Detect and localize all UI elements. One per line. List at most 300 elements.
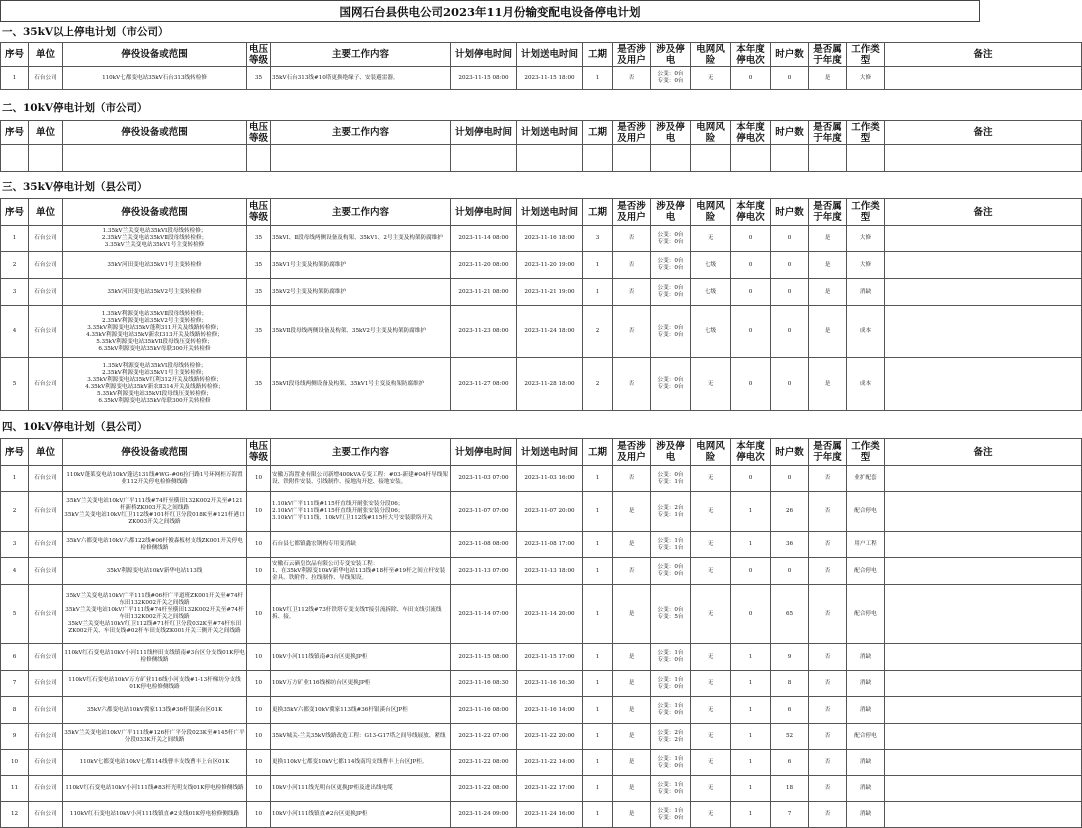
table-cell: [847, 145, 885, 172]
cell-remark: [885, 67, 1082, 90]
table-cell: [247, 145, 271, 172]
cell-grid-risk: 七级: [691, 252, 731, 279]
table-cell: [583, 145, 613, 172]
cell-outage-start: 2023-11-14 07:00: [451, 585, 517, 644]
table-row: [1, 226, 1082, 252]
cell-outage-start: 2023-11-23 08:00: [451, 306, 517, 358]
cell-remark: [885, 697, 1082, 724]
column-header-work: 主要工作内容: [271, 43, 451, 67]
cell-annual-plan: 是: [809, 67, 847, 90]
column-header-equipment: 停役设备或范围: [63, 439, 247, 466]
cell-voltage: 35: [247, 306, 271, 358]
cell-work-type: 消缺: [847, 750, 885, 776]
cell-unit: 石台公司: [29, 279, 63, 306]
cell-duration: 1: [583, 724, 613, 750]
column-header-affected: 涉及停电: [651, 199, 691, 226]
cell-annual-plan: 是: [809, 226, 847, 252]
cell-remark: [885, 585, 1082, 644]
cell-affected: 公变：1台 专变：0台: [651, 750, 691, 776]
cell-remark: [885, 466, 1082, 492]
cell-affected: 公变：0台 专变：0台: [651, 226, 691, 252]
cell-unit: 石台公司: [29, 750, 63, 776]
cell-user-hours: 6: [771, 750, 809, 776]
column-header-user-hours: 时户数: [771, 43, 809, 67]
cell-restore-time: 2023-11-14 20:00: [517, 585, 583, 644]
column-header-voltage: 电压等级: [247, 199, 271, 226]
cell-affected: 公变：2台 专变：2台: [651, 724, 691, 750]
cell-seq: 4: [1, 558, 29, 585]
cell-seq: 7: [1, 671, 29, 697]
column-header-annual-plan: 是否属于年度: [809, 199, 847, 226]
cell-grid-risk: 无: [691, 466, 731, 492]
cell-grid-risk: 无: [691, 532, 731, 558]
column-header-grid-risk: 电网风险: [691, 199, 731, 226]
cell-work-type: 用户工程: [847, 532, 885, 558]
cell-grid-risk: 无: [691, 724, 731, 750]
cell-grid-risk: 无: [691, 585, 731, 644]
table-cell: [29, 145, 63, 172]
cell-work-type: 消缺: [847, 776, 885, 802]
cell-restore-time: 2023-11-03 16:00: [517, 466, 583, 492]
column-header-unit: 单位: [29, 199, 63, 226]
cell-involves-users: 是: [613, 724, 651, 750]
cell-equipment: 35kV河田变电站35kV1号主变转检修: [63, 252, 247, 279]
cell-involves-users: 是: [613, 585, 651, 644]
cell-affected: 公变：0台 专变：0台: [651, 306, 691, 358]
cell-voltage: 35: [247, 279, 271, 306]
cell-affected: 公变：0台 专变：0台: [651, 279, 691, 306]
column-header-restore-time: 计划送电时间: [517, 43, 583, 67]
cell-user-hours: 18: [771, 776, 809, 802]
cell-voltage: 10: [247, 644, 271, 671]
cell-restore-time: 2023-11-22 20:00: [517, 724, 583, 750]
cell-work-type: 配合停电: [847, 724, 885, 750]
cell-remark: [885, 279, 1082, 306]
cell-involves-users: 否: [613, 466, 651, 492]
column-header-grid-risk: 电网风险: [691, 121, 731, 145]
cell-outage-start: 2023-11-27 08:00: [451, 358, 517, 411]
cell-unit: 石台公司: [29, 532, 63, 558]
table-row: [1, 532, 1082, 558]
cell-seq: 2: [1, 252, 29, 279]
cell-seq: 8: [1, 697, 29, 724]
table-row: [1, 466, 1082, 492]
cell-outage-start: 2023-11-16 08:30: [451, 671, 517, 697]
column-header-work: 主要工作内容: [271, 439, 451, 466]
cell-user-hours: 8: [771, 671, 809, 697]
cell-user-hours: 0: [771, 226, 809, 252]
cell-work-type: 业扩配套: [847, 466, 885, 492]
cell-voltage: 10: [247, 492, 271, 532]
section-title-3: 三、35kV停电计划（县公司）: [2, 181, 148, 193]
column-header-involves-users: 是否涉及用户: [613, 439, 651, 466]
cell-annual-plan: 否: [809, 697, 847, 724]
table-row: [1, 802, 1082, 828]
table-row: [1, 145, 1082, 172]
cell-restore-time: 2023-11-07 20:00: [517, 492, 583, 532]
cell-duration: 2: [583, 358, 613, 411]
cell-user-hours: 0: [771, 558, 809, 585]
column-header-outage-start: 计划停电时间: [451, 43, 517, 67]
cell-remark: [885, 532, 1082, 558]
cell-seq: 3: [1, 279, 29, 306]
cell-user-hours: 52: [771, 724, 809, 750]
cell-annual-plan: 否: [809, 724, 847, 750]
column-header-unit: 单位: [29, 43, 63, 67]
cell-grid-risk: 无: [691, 492, 731, 532]
column-header-involves-users: 是否涉及用户: [613, 199, 651, 226]
cell-voltage: 10: [247, 802, 271, 828]
cell-involves-users: 是: [613, 492, 651, 532]
table-row: [1, 358, 1082, 411]
column-header-remark: 备注: [885, 121, 1082, 145]
column-header-duration: 工期: [583, 199, 613, 226]
cell-duration: 1: [583, 466, 613, 492]
table-section-3: [0, 198, 1082, 411]
section-title-4: 四、10kV停电计划（县公司）: [2, 421, 148, 433]
cell-voltage: 10: [247, 671, 271, 697]
table-row: [1, 306, 1082, 358]
cell-seq: 5: [1, 585, 29, 644]
cell-work: 安徽石云硒皇饮品有限公司专变安装工程： 1、在35kV利源变10kV新华电站113线#18杆至#19杆之间立杆安装金具、铁附件、拉线制作、导线架设。: [271, 558, 451, 585]
cell-affected: 公变：1台 专变：0台: [651, 776, 691, 802]
cell-outage-start: 2023-11-14 08:00: [451, 226, 517, 252]
cell-remark: [885, 492, 1082, 532]
cell-duration: 1: [583, 558, 613, 585]
cell-outage-start: 2023-11-24 09:00: [451, 802, 517, 828]
cell-annual-count: 1: [731, 750, 771, 776]
cell-equipment: 1.35kV利源变电站35kVⅠ段母线转检修； 2.35kV利源变电站35kV1号主变转检修； 3.35kV利源变电站35kV红利312开关及线路转检修； 4.35kV利源变电站35kV新农Ⅱ314开关及线路转检修； 5.35kV利源变电站35kVⅠ段母线压变转检修； 6.35kV利源变电站35kV母联300开关转检修: [63, 358, 247, 411]
cell-user-hours: 7: [771, 802, 809, 828]
cell-work-type: 大修: [847, 226, 885, 252]
cell-unit: 石台公司: [29, 358, 63, 411]
cell-annual-count: 0: [731, 585, 771, 644]
cell-work: 35kV1号主变及构架防腐维护: [271, 252, 451, 279]
cell-equipment: 110kV七都变电站35kV石台313线转检修: [63, 67, 247, 90]
column-header-grid-risk: 电网风险: [691, 439, 731, 466]
cell-work: 10kV小河111线镇直#2台区更换JP柜: [271, 802, 451, 828]
cell-duration: 1: [583, 776, 613, 802]
page-title: 国网石台县供电公司2023年11月份输变配电设备停电计划: [0, 0, 980, 22]
cell-annual-count: 0: [731, 67, 771, 90]
table-cell: [1, 145, 29, 172]
cell-remark: [885, 802, 1082, 828]
cell-annual-count: 1: [731, 492, 771, 532]
column-header-restore-time: 计划送电时间: [517, 121, 583, 145]
column-header-affected: 涉及停电: [651, 439, 691, 466]
table-row: [1, 750, 1082, 776]
cell-grid-risk: 无: [691, 776, 731, 802]
cell-outage-start: 2023-11-22 07:00: [451, 724, 517, 750]
cell-involves-users: 是: [613, 802, 651, 828]
cell-seq: 5: [1, 358, 29, 411]
cell-user-hours: 0: [771, 306, 809, 358]
cell-voltage: 10: [247, 532, 271, 558]
column-header-duration: 工期: [583, 439, 613, 466]
column-header-annual-count: 本年度停电次: [731, 439, 771, 466]
cell-involves-users: 否: [613, 67, 651, 90]
cell-involves-users: 是: [613, 532, 651, 558]
cell-user-hours: 0: [771, 466, 809, 492]
cell-annual-plan: 是: [809, 279, 847, 306]
table-cell: [885, 145, 1082, 172]
table-cell: [63, 145, 247, 172]
cell-affected: 公变：0台 专变：0台: [651, 67, 691, 90]
cell-work: 35kVⅠ段母线两侧设备及构架、35kV1号主变及构架防腐维护: [271, 358, 451, 411]
section-title-1: 一、35kV以上停电计划（市公司）: [2, 26, 169, 38]
column-header-annual-count: 本年度停电次: [731, 121, 771, 145]
cell-work: 35kVⅠ、Ⅱ段母线两侧设备及构架、35kV1、2号主变及构架防腐维护: [271, 226, 451, 252]
column-header-voltage: 电压等级: [247, 439, 271, 466]
cell-user-hours: 0: [771, 252, 809, 279]
column-header-annual-plan: 是否属于年度: [809, 43, 847, 67]
cell-unit: 石台公司: [29, 724, 63, 750]
cell-work-type: 消缺: [847, 279, 885, 306]
column-header-work: 主要工作内容: [271, 121, 451, 145]
cell-work: 石台县七都镇鑫宏钢构专用变消缺: [271, 532, 451, 558]
column-header-grid-risk: 电网风险: [691, 43, 731, 67]
cell-restore-time: 2023-11-28 18:00: [517, 358, 583, 411]
cell-remark: [885, 252, 1082, 279]
cell-affected: 公变：1台 专变：0台: [651, 671, 691, 697]
cell-work: 更换110kV七都变10kV七都114线南坞支线曹丰上台区JP柜。: [271, 750, 451, 776]
cell-user-hours: 26: [771, 492, 809, 532]
cell-involves-users: 否: [613, 279, 651, 306]
cell-work-type: 消缺: [847, 802, 885, 828]
column-header-seq: 序号: [1, 439, 29, 466]
cell-user-hours: 0: [771, 279, 809, 306]
cell-seq: 1: [1, 466, 29, 492]
cell-grid-risk: 七级: [691, 306, 731, 358]
cell-voltage: 10: [247, 697, 271, 724]
cell-involves-users: 否: [613, 226, 651, 252]
cell-work: 更换35kV六都变10kV冀家113线#36杆银溪台区JP柜: [271, 697, 451, 724]
cell-annual-plan: 否: [809, 802, 847, 828]
cell-outage-start: 2023-11-22 08:00: [451, 750, 517, 776]
cell-duration: 1: [583, 750, 613, 776]
cell-work: 10kV万方矿业116线梯坊台区更换JP柜: [271, 671, 451, 697]
column-header-user-hours: 时户数: [771, 199, 809, 226]
cell-work: 35kVⅡ段母线两侧设备及构架、35kV2号主变及构架防腐维护: [271, 306, 451, 358]
cell-seq: 12: [1, 802, 29, 828]
cell-user-hours: 65: [771, 585, 809, 644]
cell-work: 35kV城关-兰关35kV线路改造工程：G13-G17塔之间导线展放、紧线: [271, 724, 451, 750]
cell-outage-start: 2023-11-21 08:00: [451, 279, 517, 306]
cell-seq: 9: [1, 724, 29, 750]
cell-user-hours: 9: [771, 644, 809, 671]
cell-equipment: 110kV红石变电站10kV万方矿业116线小河支线#1-13杆梯坊分支线01K停电检修侧线路: [63, 671, 247, 697]
column-header-work-type: 工作类型: [847, 439, 885, 466]
column-header-outage-start: 计划停电时间: [451, 439, 517, 466]
column-header-work-type: 工作类型: [847, 121, 885, 145]
cell-equipment: 35kV六都变电站10kV冀家113线#36杆银溪台区01K: [63, 697, 247, 724]
cell-annual-plan: 是: [809, 358, 847, 411]
cell-remark: [885, 644, 1082, 671]
cell-annual-count: 0: [731, 306, 771, 358]
cell-voltage: 10: [247, 724, 271, 750]
table-cell: [451, 145, 517, 172]
cell-involves-users: 否: [613, 306, 651, 358]
cell-annual-plan: 否: [809, 466, 847, 492]
cell-grid-risk: 无: [691, 226, 731, 252]
cell-affected: 公变：1台 专变：1台: [651, 532, 691, 558]
cell-annual-count: 1: [731, 724, 771, 750]
cell-duration: 1: [583, 585, 613, 644]
table-row: [1, 697, 1082, 724]
cell-involves-users: 是: [613, 776, 651, 802]
cell-restore-time: 2023-11-24 18:00: [517, 306, 583, 358]
cell-annual-count: 0: [731, 279, 771, 306]
cell-remark: [885, 750, 1082, 776]
cell-remark: [885, 671, 1082, 697]
cell-grid-risk: 无: [691, 671, 731, 697]
cell-voltage: 35: [247, 226, 271, 252]
cell-work-type: 大修: [847, 67, 885, 90]
column-header-equipment: 停役设备或范围: [63, 199, 247, 226]
column-header-restore-time: 计划送电时间: [517, 199, 583, 226]
cell-annual-plan: 否: [809, 585, 847, 644]
cell-grid-risk: 无: [691, 750, 731, 776]
cell-restore-time: 2023-11-16 18:00: [517, 226, 583, 252]
cell-work: 10kV红卫112线#73杆铁塔专变支线T接引流拆除、车田支线引流线拆、接。: [271, 585, 451, 644]
cell-equipment: 110kV红石变电站10kV小河111线#83杆光明支线01K停电检修侧线路: [63, 776, 247, 802]
column-header-unit: 单位: [29, 439, 63, 466]
cell-affected: 公变：2台 专变：1台: [651, 492, 691, 532]
cell-duration: 1: [583, 252, 613, 279]
table-row: [1, 724, 1082, 750]
column-header-affected: 涉及停电: [651, 121, 691, 145]
column-header-remark: 备注: [885, 439, 1082, 466]
cell-affected: 公变：0台 专变：5台: [651, 585, 691, 644]
cell-work: 安徽万海置业有限公司新增400kVA专变工程：#03-新建#04杆导线架设、铁附件安装、引线制作、接地沟开挖、接地安装。: [271, 466, 451, 492]
cell-work-type: 大修: [847, 252, 885, 279]
cell-annual-count: 0: [731, 358, 771, 411]
cell-work: 35kV2号主变及构架防腐维护: [271, 279, 451, 306]
cell-involves-users: 是: [613, 750, 651, 776]
cell-work-type: 配合停电: [847, 585, 885, 644]
cell-user-hours: 0: [771, 67, 809, 90]
cell-voltage: 10: [247, 585, 271, 644]
cell-duration: 1: [583, 67, 613, 90]
table-row: [1, 671, 1082, 697]
cell-restore-time: 2023-11-13 18:00: [517, 558, 583, 585]
cell-outage-start: 2023-11-16 08:00: [451, 697, 517, 724]
cell-voltage: 35: [247, 358, 271, 411]
cell-duration: 1: [583, 671, 613, 697]
cell-remark: [885, 558, 1082, 585]
table-cell: [651, 145, 691, 172]
cell-seq: 1: [1, 67, 29, 90]
cell-user-hours: 0: [771, 358, 809, 411]
table-row: [1, 644, 1082, 671]
cell-restore-time: 2023-11-20 19:00: [517, 252, 583, 279]
cell-seq: 1: [1, 226, 29, 252]
cell-duration: 1: [583, 532, 613, 558]
cell-seq: 4: [1, 306, 29, 358]
table-cell: [731, 145, 771, 172]
table-row: [1, 279, 1082, 306]
table-section-4: [0, 438, 1082, 828]
cell-remark: [885, 306, 1082, 358]
cell-annual-plan: 是: [809, 306, 847, 358]
cell-affected: 公变：0台 专变：1台: [651, 466, 691, 492]
cell-equipment: 1.35kV兰关变电站35kVⅠ段母线转检修； 2.35kV兰关变电站35kVⅡ段母线转检修； 3.35kV兰关变电站35kV1号主变转检修: [63, 226, 247, 252]
cell-annual-count: 0: [731, 226, 771, 252]
cell-grid-risk: 无: [691, 558, 731, 585]
cell-involves-users: 是: [613, 671, 651, 697]
cell-annual-plan: 否: [809, 558, 847, 585]
cell-annual-count: 1: [731, 532, 771, 558]
cell-unit: 石台公司: [29, 585, 63, 644]
table-row: [1, 776, 1082, 802]
table-row: [1, 67, 1082, 90]
cell-affected: 公变：0台 专变：0台: [651, 252, 691, 279]
cell-annual-plan: 否: [809, 776, 847, 802]
column-header-affected: 涉及停电: [651, 43, 691, 67]
cell-equipment: 35kV河田变电站35kV2号主变转检修: [63, 279, 247, 306]
cell-seq: 11: [1, 776, 29, 802]
cell-involves-users: 否: [613, 558, 651, 585]
table-row: [1, 585, 1082, 644]
cell-unit: 石台公司: [29, 802, 63, 828]
cell-unit: 石台公司: [29, 644, 63, 671]
cell-unit: 石台公司: [29, 776, 63, 802]
cell-remark: [885, 724, 1082, 750]
column-header-seq: 序号: [1, 199, 29, 226]
cell-duration: 1: [583, 697, 613, 724]
column-header-voltage: 电压等级: [247, 43, 271, 67]
cell-restore-time: 2023-11-22 17:00: [517, 776, 583, 802]
cell-unit: 石台公司: [29, 466, 63, 492]
cell-voltage: 10: [247, 558, 271, 585]
cell-annual-plan: 否: [809, 671, 847, 697]
cell-duration: 1: [583, 279, 613, 306]
cell-annual-count: 0: [731, 466, 771, 492]
cell-involves-users: 否: [613, 358, 651, 411]
cell-seq: 2: [1, 492, 29, 532]
cell-annual-plan: 是: [809, 252, 847, 279]
column-header-involves-users: 是否涉及用户: [613, 121, 651, 145]
cell-work: 35kV石台313线#10塔更换绝缘子、安装避雷器。: [271, 67, 451, 90]
cell-grid-risk: 无: [691, 697, 731, 724]
column-header-seq: 序号: [1, 43, 29, 67]
table-row: [1, 558, 1082, 585]
cell-equipment: 1.35kV利源变电站35kVⅡ段母线转检修； 2.35kV利源变电站35kV2号主变转检修； 3.35kV利源变电站35kV蓬利311开关及线路转检修； 4.35kV利源变电站35kV新农Ⅰ313开关及线路转检修； 5.35kV利源变电站35kVⅡ段母线压变转检修； 6.35kV利源变电站35kV母联300开关转检修: [63, 306, 247, 358]
column-header-restore-time: 计划送电时间: [517, 439, 583, 466]
cell-user-hours: 6: [771, 697, 809, 724]
cell-work-type: 成本: [847, 306, 885, 358]
column-header-annual-count: 本年度停电次: [731, 199, 771, 226]
table-cell: [271, 145, 451, 172]
cell-restore-time: 2023-11-15 17:00: [517, 644, 583, 671]
cell-equipment: 110kV蓬莱变电站10kV蓬达131线#WG-#06拉闩路1号环网柜万海置业112开关停电检修侧线路: [63, 466, 247, 492]
cell-affected: 公变：0台 专变：0台: [651, 558, 691, 585]
cell-annual-count: 1: [731, 776, 771, 802]
cell-annual-count: 1: [731, 644, 771, 671]
cell-voltage: 35: [247, 67, 271, 90]
cell-unit: 石台公司: [29, 252, 63, 279]
cell-outage-start: 2023-11-22 08:00: [451, 776, 517, 802]
column-header-seq: 序号: [1, 121, 29, 145]
cell-duration: 2: [583, 306, 613, 358]
cell-duration: 1: [583, 492, 613, 532]
column-header-equipment: 停役设备或范围: [63, 43, 247, 67]
section-title-2: 二、10kV停电计划（市公司）: [2, 102, 148, 114]
column-header-user-hours: 时户数: [771, 439, 809, 466]
cell-affected: 公变：0台 专变：0台: [651, 358, 691, 411]
column-header-duration: 工期: [583, 121, 613, 145]
column-header-work-type: 工作类型: [847, 43, 885, 67]
